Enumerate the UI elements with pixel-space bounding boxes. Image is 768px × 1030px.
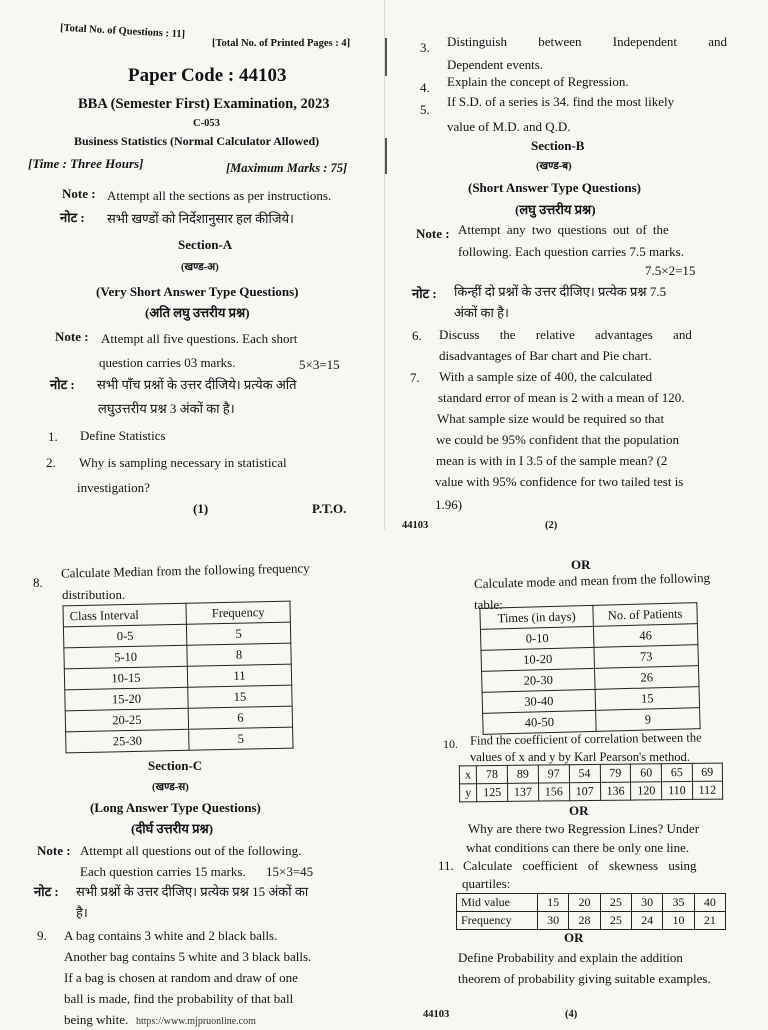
- table-cell: 20: [569, 894, 600, 912]
- or-label: OR: [569, 803, 589, 818]
- page-1: [0, 0, 384, 530]
- section-b-title: Section-B: [531, 138, 585, 153]
- table-cell: 15: [538, 894, 569, 912]
- pto: P.T.O.: [312, 501, 347, 516]
- sec-a-note-hi-label: नोट :: [50, 377, 75, 392]
- table-cell: 60: [631, 764, 662, 782]
- table-cell: 35: [663, 894, 694, 912]
- sec-c-note-hi-line1: सभी प्रश्नों के उत्तर दीजिए। प्रत्येक प्रश्न 15 अंकों का: [76, 884, 309, 899]
- table-cell: 10: [663, 912, 694, 930]
- sec-a-note-marks: 5×3=15: [299, 357, 340, 372]
- q7-line4: we could be 95% confident that the population: [436, 432, 679, 447]
- table-cell: 73: [594, 645, 699, 669]
- q2-number: 2.: [46, 455, 56, 470]
- table-cell: 156: [538, 783, 569, 801]
- sec-c-note-hi-line2: है।: [76, 905, 88, 920]
- q11-line2: quartiles:: [462, 876, 511, 891]
- page-4: [384, 545, 768, 1024]
- note-text: Attempt all the sections as per instructions.: [107, 188, 332, 203]
- subject: Business Statistics (Normal Calculator Allowed): [74, 134, 320, 148]
- sec-c-note-line1: Attempt all questions out of the following.: [80, 843, 302, 858]
- printed-pages: [Total No. of Printed Pages : 4]: [212, 38, 351, 49]
- sec-c-note-marks: 15×3=45: [266, 864, 314, 879]
- sec-a-note-label: Note :: [55, 329, 89, 344]
- sec-b-note-hi-line2: अंकों का है।: [454, 305, 509, 320]
- q7-line7: 1.96): [435, 497, 463, 512]
- section-b-type: (Short Answer Type Questions): [468, 180, 641, 195]
- section-a-type: (Very Short Answer Type Questions): [96, 284, 299, 299]
- alt11-line2: theorem of probability giving suitable examples.: [458, 971, 711, 986]
- exam-time: [Time : Three Hours]: [28, 156, 144, 171]
- or-label: OR: [571, 557, 591, 572]
- table-cell: 20-30: [482, 668, 596, 692]
- sec-b-note-line2: following. Each question carries 7.5 marks.: [458, 244, 684, 259]
- page-2: [384, 0, 768, 530]
- footer-code: 44103: [423, 1009, 450, 1020]
- table-cell: 15: [595, 687, 700, 711]
- total-questions: [Total No. of Questions : 11]: [59, 22, 186, 41]
- table-header: No. of Patients: [593, 603, 698, 627]
- table-cell: 25-30: [66, 729, 189, 753]
- section-a-hi: (खण्ड-अ): [181, 262, 219, 273]
- q3-line2: Dependent events.: [447, 57, 544, 72]
- table-cell: 24: [631, 912, 662, 930]
- table-row: [460, 781, 723, 802]
- q4-number: 4.: [420, 80, 430, 95]
- table-cell: 46: [593, 624, 698, 648]
- q9-number: 9.: [37, 928, 47, 943]
- section-b-type-hi: (लघु उत्तरीय प्रश्न): [515, 202, 596, 217]
- sec-a-note-line2: question carries 03 marks.: [99, 355, 236, 370]
- frequency-table: [62, 601, 293, 754]
- table-cell: x: [459, 766, 476, 784]
- table-cell: 25: [600, 894, 631, 912]
- sec-b-note-label: Note :: [416, 226, 450, 241]
- q9-line3: If a bag is chosen at random and draw of one: [64, 970, 298, 985]
- sec-b-note-marks: 7.5×2=15: [645, 263, 696, 278]
- alt11-line1: Define Probability and explain the addition: [458, 950, 683, 965]
- q1-text: Define Statistics: [80, 428, 166, 443]
- q5-line1: If S.D. of a series is 34. find the most likely: [447, 94, 675, 109]
- table-cell: 0-10: [480, 626, 594, 650]
- xy-table: [459, 763, 723, 803]
- q2-line1: Why is sampling necessary in statistical: [79, 455, 287, 470]
- sec-c-note-hi-label: नोट :: [34, 884, 59, 899]
- q2-line2: investigation?: [77, 480, 150, 495]
- q9-line5: being white.: [64, 1012, 129, 1027]
- table-cell: 26: [594, 666, 699, 690]
- q7-line5: mean is with in I 3.5 of the sample mean? (2: [436, 453, 668, 468]
- alt9-line1: Calculate mode and mean from the following: [473, 569, 711, 592]
- q6-line1: Discuss the relative advantages and: [439, 327, 692, 342]
- table-cell: 21: [694, 912, 725, 930]
- section-c-type-hi: (दीर्घ उत्तरीय प्रश्न): [131, 821, 214, 836]
- table-header: Times (in days): [480, 605, 594, 629]
- q8-line2: distribution.: [62, 587, 126, 602]
- table-cell: 5-10: [64, 645, 187, 669]
- table-cell: 30: [538, 912, 569, 930]
- section-c-type: (Long Answer Type Questions): [90, 800, 261, 815]
- sec-c-note-label: Note :: [37, 843, 71, 858]
- table-row: [66, 727, 293, 753]
- sec-a-note-line1: Attempt all five questions. Each short: [101, 331, 298, 346]
- section-c-hi: (खण्ड-स): [152, 782, 189, 793]
- alt10-line2: what conditions can there be only one line.: [466, 840, 690, 855]
- table-cell: 40-50: [483, 710, 597, 734]
- table-cell: 15: [188, 685, 292, 708]
- q11-number: 11.: [438, 858, 454, 873]
- section-a-type-hi: (अति लघु उत्तरीय प्रश्न): [145, 305, 250, 320]
- exam-title: BBA (Semester First) Examination, 2023: [78, 96, 330, 112]
- table-cell: 78: [476, 765, 507, 783]
- sec-b-note-hi-line1: किन्हीं दो प्रश्नों के उत्तर दीजिए। प्रत्येक प्रश्न 7.5: [454, 284, 667, 299]
- note-label: Note :: [62, 186, 96, 201]
- page-number: (2): [545, 520, 558, 531]
- or-label: OR: [564, 930, 584, 945]
- q5-number: 5.: [420, 102, 430, 117]
- sec-c-note-line2: Each question carries 15 marks.: [80, 864, 246, 879]
- table-cell: 69: [692, 763, 723, 781]
- table-cell: 10-20: [481, 647, 595, 671]
- q5-line2: value of M.D. and Q.D.: [447, 119, 571, 134]
- table-row: [457, 912, 726, 930]
- q9-line4: ball is made, find the probability of that ball: [64, 991, 294, 1006]
- q6-number: 6.: [412, 328, 422, 343]
- table-cell: 0-5: [63, 624, 186, 648]
- table-cell: 79: [600, 764, 631, 782]
- sec-a-note-hi-line1: सभी पाँच प्रश्नों के उत्तर दीजिये। प्रत्येक अति: [97, 377, 297, 392]
- q3-line1: Distinguish between Independent and: [447, 34, 728, 49]
- table-cell: 120: [631, 782, 662, 800]
- table-header: Class Interval: [63, 603, 186, 627]
- q7-number: 7.: [410, 370, 420, 385]
- table-cell: Mid value: [457, 894, 538, 912]
- q8-line1: Calculate Median from the following frequency: [60, 560, 310, 581]
- q9-line1: A bag contains 3 white and 2 black balls.: [64, 928, 278, 943]
- sec-a-note-hi-line2: लघुउत्तरीय प्रश्न 3 अंकों का है।: [98, 401, 235, 416]
- table-cell: 125: [477, 783, 508, 801]
- table-header: Frequency: [186, 601, 290, 624]
- table-cell: 30: [631, 894, 662, 912]
- patients-table: [479, 602, 700, 735]
- table-cell: 11: [187, 664, 291, 687]
- alt9-line2: table:: [474, 597, 503, 612]
- table-cell: 8: [187, 643, 291, 666]
- section-c-title: Section-C: [148, 758, 203, 773]
- course-code: C-053: [193, 118, 220, 129]
- table-cell: 40: [694, 894, 725, 912]
- table-cell: 28: [569, 912, 600, 930]
- table-cell: 9: [596, 708, 701, 732]
- q11-line1: Calculate coefficient of skewness using: [463, 858, 697, 873]
- q1-number: 1.: [48, 429, 58, 444]
- table-cell: 112: [692, 781, 723, 799]
- table-cell: 10-15: [64, 666, 187, 690]
- q7-line2: standard error of mean is 2 with a mean of 120.: [438, 390, 685, 405]
- paper-code: Paper Code : 44103: [128, 65, 287, 86]
- max-marks: [Maximum Marks : 75]: [226, 161, 348, 175]
- q10-number: 10.: [443, 737, 458, 751]
- q7-line6: value with 95% confidence for two tailed test is: [435, 474, 684, 489]
- q4-text: Explain the concept of Regression.: [447, 74, 629, 89]
- sec-b-note-line1: Attempt any two questions out of the: [458, 222, 669, 237]
- table-cell: 30-40: [482, 689, 596, 713]
- q6-line2: disadvantages of Bar chart and Pie chart.: [439, 348, 652, 363]
- table-cell: 107: [569, 782, 600, 800]
- q8-number: 8.: [33, 575, 43, 590]
- table-row: [457, 894, 726, 912]
- page-number: (4): [565, 1009, 578, 1020]
- page-3: [0, 545, 384, 1027]
- table-cell: 65: [662, 763, 693, 781]
- table-cell: 20-25: [65, 708, 188, 732]
- table-cell: 136: [600, 782, 631, 800]
- q10-line2: values of x and y by Karl Pearson's method.: [470, 750, 690, 764]
- table-cell: Frequency: [457, 912, 538, 930]
- q7-line3: What sample size would be required so that: [437, 411, 665, 426]
- table-cell: 25: [600, 912, 631, 930]
- table-cell: 137: [507, 783, 538, 801]
- table-cell: 54: [569, 764, 600, 782]
- table-cell: 5: [189, 727, 293, 750]
- skewness-table: [456, 893, 726, 930]
- note-hi-label: नोट :: [60, 210, 85, 225]
- sec-b-note-hi-label: नोट :: [412, 286, 437, 301]
- alt10-line1: Why are there two Regression Lines? Under: [468, 821, 700, 836]
- q10-line1: Find the coefficient of correlation between the: [469, 730, 702, 748]
- q7-line1: With a sample size of 400, the calculated: [439, 369, 653, 384]
- footer-code: 44103: [402, 520, 429, 531]
- section-a-title: Section-A: [178, 237, 233, 252]
- q3-number: 3.: [420, 40, 430, 55]
- watermark-url: https://www.mjpruonline.com: [136, 1016, 256, 1027]
- table-cell: y: [460, 784, 477, 802]
- table-cell: 15-20: [65, 687, 188, 711]
- page-number: (1): [193, 501, 209, 516]
- table-cell: 6: [188, 706, 292, 729]
- table-cell: 97: [538, 765, 569, 783]
- note-hi-text: सभी खण्डों को निर्देशानुसार हल कीजिये।: [107, 211, 294, 226]
- table-cell: 5: [186, 622, 290, 645]
- table-cell: 110: [662, 781, 693, 799]
- table-cell: 89: [507, 765, 538, 783]
- section-b-hi: (खण्ड-ब): [536, 161, 572, 172]
- q9-line2: Another bag contains 5 white and 3 black balls.: [64, 949, 312, 964]
